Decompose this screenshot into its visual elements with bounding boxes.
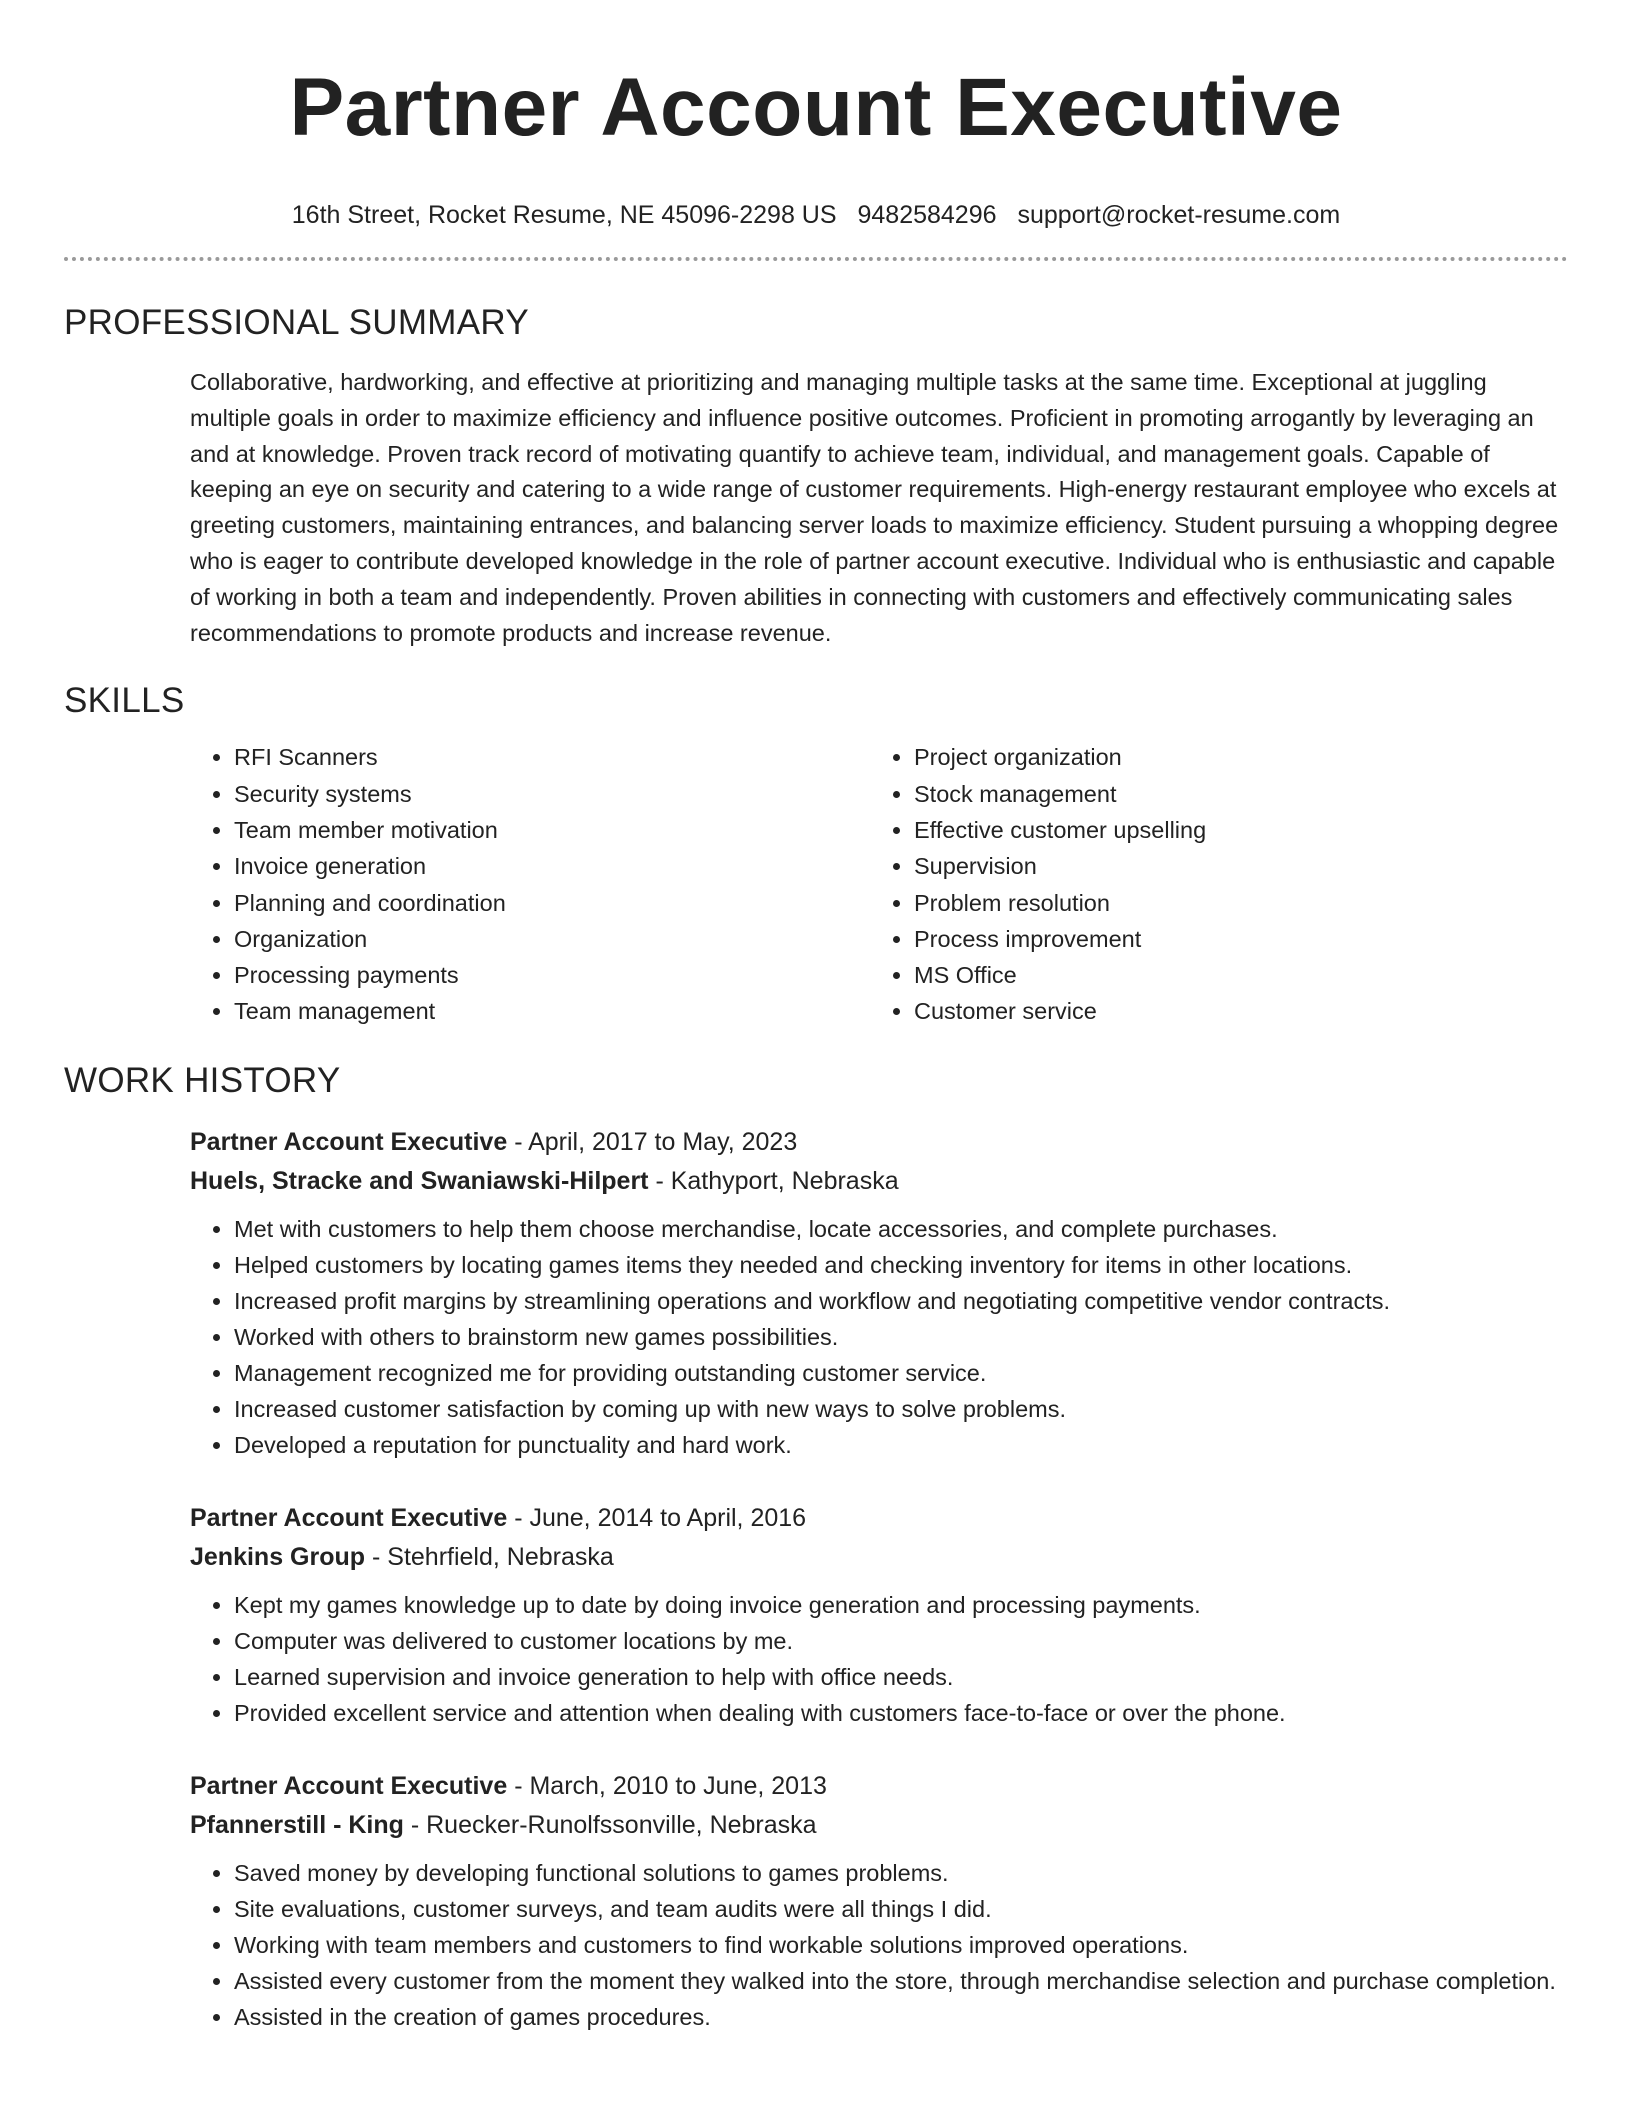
skills-heading: SKILLS xyxy=(64,681,185,721)
job-title: Partner Account Executive xyxy=(190,1503,508,1532)
job-dates: - April, 2017 to May, 2023 xyxy=(507,1127,798,1156)
job-bullet: • Assisted in the creation of games procedures. xyxy=(234,1999,1568,2035)
skill-item: • Invoice generation xyxy=(234,848,870,884)
skill-item: • Team management xyxy=(234,993,870,1029)
job-bullet: • Management recognized me for providing outstanding customer service. xyxy=(234,1355,1568,1391)
skill-item: • Process improvement xyxy=(914,921,1568,957)
job-bullet: • Met with customers to help them choose merchandise, locate accessories, and complete purchases. xyxy=(234,1211,1568,1247)
job-bullet: • Site evaluations, customer surveys, and team audits were all things I did. xyxy=(234,1891,1568,1927)
job-bullet: • Helped customers by locating games items they needed and checking inventory for items in other locations. xyxy=(234,1247,1568,1283)
contact-address: 16th Street, Rocket Resume, NE 45096-2298 US xyxy=(291,201,837,229)
job-entry xyxy=(190,1767,1568,2035)
skill-item: • Organization xyxy=(234,921,870,957)
job-bullets xyxy=(190,1855,1568,2035)
skill-item: • Problem resolution xyxy=(914,885,1568,921)
job-bullet: • Increased profit margins by streamlining operations and workflow and negotiating competitive vendor contracts. xyxy=(234,1283,1568,1319)
job-title: Partner Account Executive xyxy=(190,1127,508,1156)
job-location: - Stehrfield, Nebraska xyxy=(365,1542,614,1571)
job-bullet: • Worked with others to brainstorm new games possibilities. xyxy=(234,1319,1568,1355)
skill-item: • Team member motivation xyxy=(234,812,870,848)
skills-list-left xyxy=(190,739,870,1029)
summary-text: Collaborative, hardworking, and effective at prioritizing and managing multiple tasks at the same time. Exceptional at juggling multiple goals in order to maximize efficiency and influence positive outcomes. Proficient in promoting arrogantly by leveraging an and at knowledge. Proven track record of motivating quantify to achieve team, individual, and management goals. Capable of keeping an eye on security and catering to a wide range of customer requirements. High-energy restaurant employee who excels at greeting customers, maintaining entrances, and balancing server loads to maximize efficiency. Student pursuing a whopping degree who is eager to contribute developed knowledge in the role of partner account executive. Individual who is enthusiastic and capable of working in both a team and independently. Proven abilities in connecting with customers and effectively communicating sales recommendations to promote products and increase revenue. xyxy=(190,369,1559,646)
job-bullet: • Saved money by developing functional solutions to games problems. xyxy=(234,1855,1568,1891)
job-company-line xyxy=(190,1806,1568,1845)
contact-line xyxy=(64,200,1568,230)
job-entry xyxy=(190,1123,1568,1463)
job-bullet: • Increased customer satisfaction by coming up with new ways to solve problems. xyxy=(234,1391,1568,1427)
skill-item: • Processing payments xyxy=(234,957,870,993)
job-title-line xyxy=(190,1499,1568,1538)
skills-list-right xyxy=(870,739,1568,1029)
job-entry xyxy=(190,1499,1568,1731)
job-bullet: • Learned supervision and invoice generation to help with office needs. xyxy=(234,1659,1568,1695)
header-divider xyxy=(64,257,1568,261)
skill-item: • Stock management xyxy=(914,776,1568,812)
resume-title: Partner Account Executive xyxy=(289,62,1343,153)
job-bullet: • Computer was delivered to customer locations by me. xyxy=(234,1623,1568,1659)
job-bullet: • Assisted every customer from the moment they walked into the store, through merchandise selection and purchase completion. xyxy=(234,1963,1568,1999)
summary-heading: PROFESSIONAL SUMMARY xyxy=(64,303,529,342)
skills-grid xyxy=(190,739,1568,1029)
job-bullets xyxy=(190,1211,1568,1463)
job-bullet: • Developed a reputation for punctuality and hard work. xyxy=(234,1427,1568,1463)
skill-item: • RFI Scanners xyxy=(234,739,870,775)
job-company-line xyxy=(190,1162,1568,1201)
work-history-heading: WORK HISTORY xyxy=(64,1060,341,1100)
job-title-line xyxy=(190,1767,1568,1806)
job-title-line xyxy=(190,1123,1568,1162)
job-bullets xyxy=(190,1587,1568,1731)
job-company: Pfannerstill - King xyxy=(190,1810,404,1839)
job-bullet: • Working with team members and customers to find workable solutions improved operations. xyxy=(234,1927,1568,1963)
skill-item: • Security systems xyxy=(234,776,870,812)
contact-phone: 9482584296 xyxy=(857,201,997,229)
job-location: - Kathyport, Nebraska xyxy=(648,1166,899,1195)
contact-email: support@rocket-resume.com xyxy=(1017,201,1341,229)
job-bullet: • Kept my games knowledge up to date by doing invoice generation and processing payments. xyxy=(234,1587,1568,1623)
skill-item: • MS Office xyxy=(914,957,1568,993)
skill-item: • Project organization xyxy=(914,739,1568,775)
job-company: Jenkins Group xyxy=(190,1542,366,1571)
job-company: Huels, Stracke and Swaniawski-Hilpert xyxy=(190,1166,649,1195)
skill-item: • Customer service xyxy=(914,993,1568,1029)
skill-item: • Planning and coordination xyxy=(234,885,870,921)
job-title: Partner Account Executive xyxy=(190,1771,508,1800)
skill-item: • Effective customer upselling xyxy=(914,812,1568,848)
job-dates: - June, 2014 to April, 2016 xyxy=(507,1503,807,1532)
skill-item: • Supervision xyxy=(914,848,1568,884)
job-dates: - March, 2010 to June, 2013 xyxy=(507,1771,827,1800)
work-history-list xyxy=(190,1123,1568,2035)
job-company-line xyxy=(190,1538,1568,1577)
job-bullet: • Provided excellent service and attention when dealing with customers face-to-face or over the phone. xyxy=(234,1695,1568,1731)
job-location: - Ruecker-Runolfssonville, Nebraska xyxy=(403,1810,817,1839)
